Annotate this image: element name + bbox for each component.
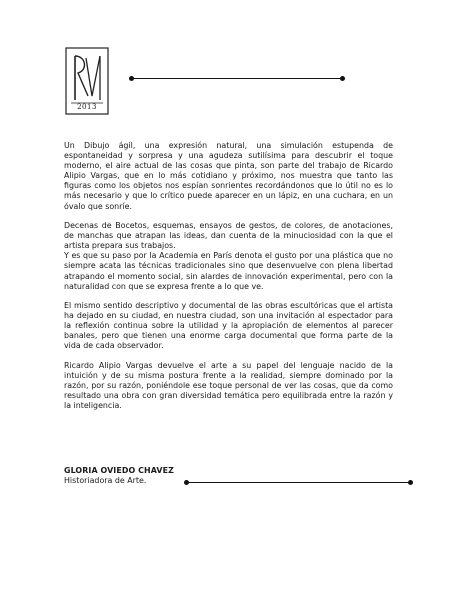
- author-role: Historiadora de Arte.: [64, 476, 147, 485]
- divider-dot: [184, 480, 189, 485]
- divider-dot: [129, 76, 134, 81]
- divider-dot: [340, 76, 345, 81]
- artist-monogram-logo: [64, 46, 110, 116]
- footer-divider-line: [187, 482, 410, 483]
- paragraph-4: El mismo sentido descriptivo y documental de las obras escultóricas que el artista ha dejado en su ciudad, en nuestra ciudad, son una invitación al espectador para la reflexión continua sobre la utilidad y la apropiación de elementos al parecer banales, pero que tienen una enorme carga documental que forma parte de la vida de cada observador.: [64, 301, 393, 351]
- paragraph-5: Ricardo Alipio Vargas devuelve el arte a su papel del lenguaje nacido de la intuición y de su misma postura frente a la realidad, siempre dominado por la razón, por su razón, poniéndole ese toque personal de ver las cosas, que da como resultado una obra con gran diversidad temática pero equilibrada entre la razón y la inteligencia.: [64, 360, 393, 411]
- author-name: GLORIA OVIEDO CHAVEZ: [64, 466, 174, 475]
- paragraph-3: Y es que su paso por la Academia en París denota el gusto por una plástica que no siempre acata las técnicas tradicionales sino que desenvuelve con plena libertad atrapando el momento social, sin alardes de innovación experimental, pero con la naturalidad con que se expresa frente a lo que ve.: [64, 251, 393, 291]
- essay-body: [64, 141, 393, 421]
- header-divider-line: [132, 78, 342, 79]
- divider-dot: [408, 480, 413, 485]
- paragraph-2: Decenas de Bocetos, esquemas, ensayos de gestos, de colores, de anotaciones, de manchas que atrapan las ideas, dan cuenta de la minuciosidad con la que el artista prepara sus trabajos.: [64, 221, 393, 251]
- author-signature: [64, 466, 264, 486]
- paragraph-1: Un Dibujo ágil, una expresión natural, una simulación estupenda de espontaneidad y sorpresa y una agudeza sutilísima para descubrir el toque moderno, el aire actual de las cosas que pinta, son parte del trabajo de Ricardo Alipio Vargas, que en lo más cotidiano y próximo, nos muestra que tanto las figuras como los objetos nos espían sonrientes recordándonos que lo útil no es lo más necesario y que lo crítico puede aparecer en un lápiz, en una cuchara, en un óvalo que sonríe.: [64, 141, 393, 211]
- logo-year: 2013: [77, 103, 97, 111]
